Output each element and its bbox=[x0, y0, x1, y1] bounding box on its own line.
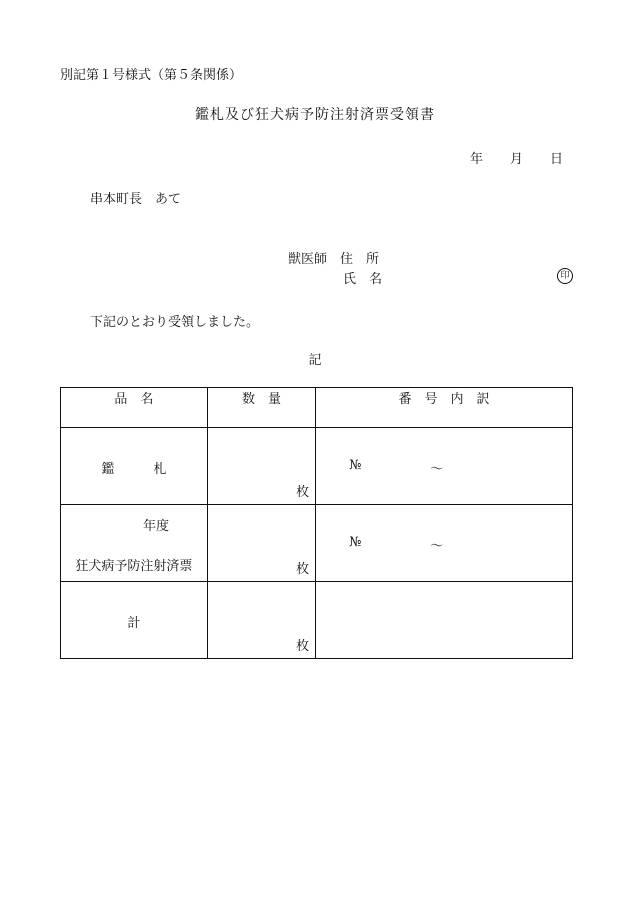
quantity-cell[interactable] bbox=[207, 505, 315, 582]
quantity-cell[interactable] bbox=[207, 428, 315, 505]
date-line bbox=[470, 148, 563, 167]
table-row bbox=[61, 505, 573, 582]
number-mark: № bbox=[349, 458, 362, 473]
unit-label: 枚 bbox=[296, 485, 310, 500]
receipt-table bbox=[60, 387, 573, 659]
header-quantity: 数 量 bbox=[207, 388, 315, 428]
unit-label: 枚 bbox=[296, 639, 310, 654]
vet-title: 獣医師 bbox=[288, 252, 328, 267]
item-name: 鑑 札 bbox=[101, 462, 167, 477]
document-title: 鑑札及び狂犬病予防注射済票受領書 bbox=[195, 107, 435, 123]
range-mark: ～ bbox=[430, 539, 444, 554]
intro-text: 下記のとおり受領しました。 bbox=[90, 315, 260, 330]
number-cell[interactable] bbox=[316, 505, 573, 582]
number-mark: № bbox=[349, 535, 362, 550]
addressee: 串本町長 あて bbox=[90, 192, 182, 207]
day-label: 日 bbox=[550, 152, 564, 167]
form-label: 別記第１号様式（第５条関係） bbox=[60, 68, 243, 83]
header-item: 品 名 bbox=[61, 388, 208, 428]
number-cell[interactable] bbox=[316, 428, 573, 505]
header-number-breakdown: 番 号 内 訳 bbox=[316, 388, 573, 428]
quantity-cell[interactable] bbox=[207, 582, 315, 659]
item-year: 年度 bbox=[143, 519, 170, 534]
item-cell bbox=[61, 505, 208, 582]
table-header-row bbox=[61, 388, 573, 428]
table-row bbox=[61, 428, 573, 505]
year-label: 年 bbox=[470, 152, 484, 167]
address-label: 住 所 bbox=[340, 252, 380, 267]
number-cell bbox=[316, 582, 573, 659]
range-mark: ～ bbox=[430, 462, 444, 477]
ki-heading: 記 bbox=[308, 353, 322, 368]
unit-label: 枚 bbox=[296, 562, 310, 577]
month-label: 月 bbox=[510, 152, 524, 167]
total-label: 計 bbox=[127, 616, 141, 631]
item-cell bbox=[61, 428, 208, 505]
item-name: 狂犬病予防注射済票 bbox=[75, 559, 193, 574]
table-row bbox=[61, 582, 573, 659]
vet-address-line bbox=[288, 248, 379, 267]
item-cell bbox=[61, 582, 208, 659]
name-label: 氏 名 bbox=[343, 272, 383, 287]
seal-mark: 印 bbox=[557, 268, 573, 284]
